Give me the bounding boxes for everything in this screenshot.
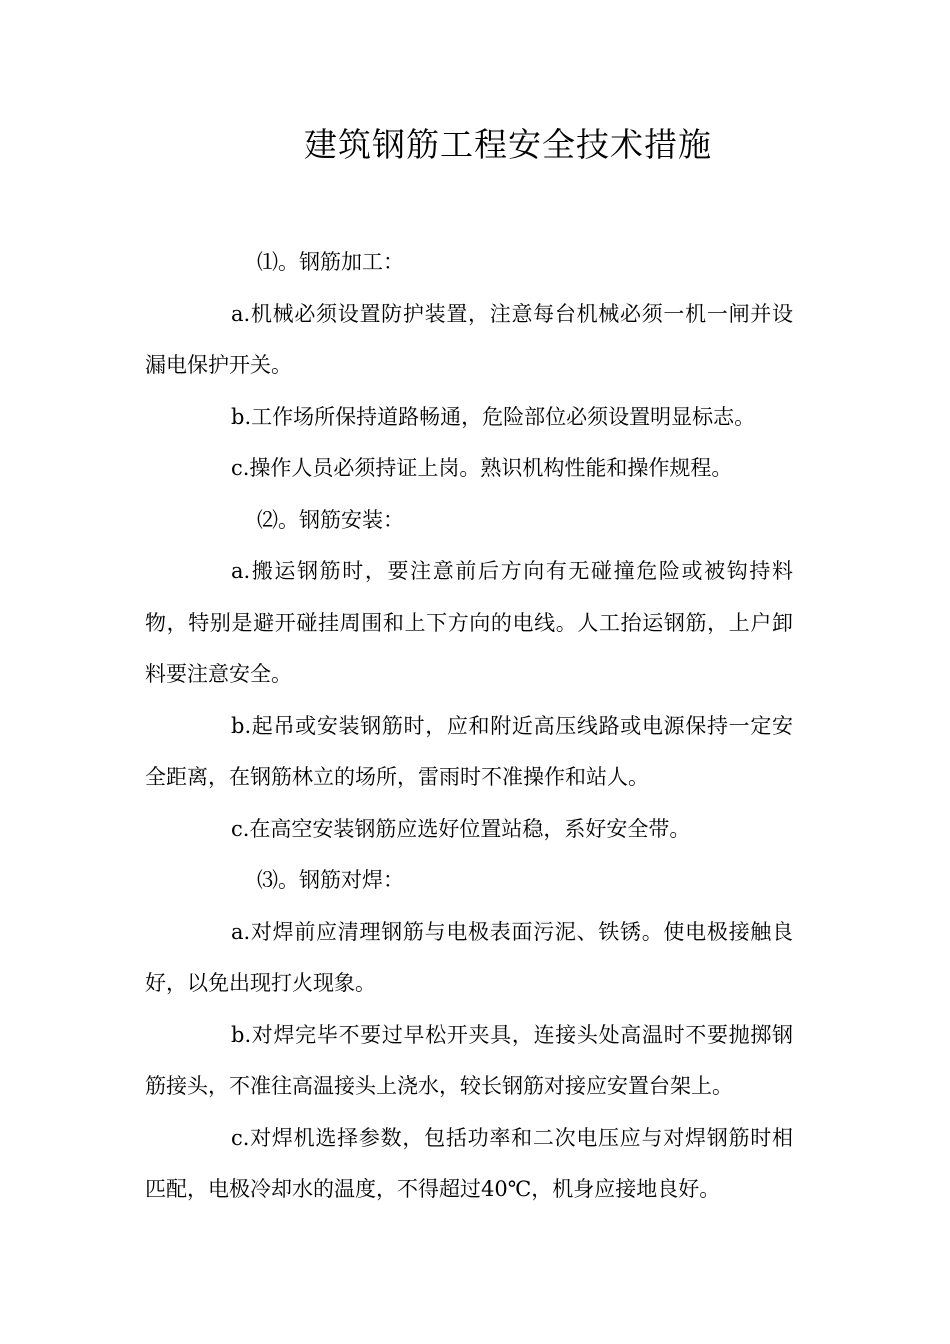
document-body [145,237,793,1216]
document-title: 建筑钢筋工程安全技术措施 [304,125,712,164]
section-heading-2: ⑵。钢筋安装： [257,507,404,532]
paragraph-1a: a.机械必须设置防护装置，注意每台机械必须一机一闸并设漏电保护开关。 [145,301,793,377]
paragraph-2a: a.搬运钢筋时，要注意前后方向有无碰撞危险或被钩持料物，特别是避开碰挂周围和上下方向的电线。人工抬运钢筋，上户卸料要注意安全。 [145,559,793,686]
section-heading-1: ⑴。钢筋加工： [257,250,404,274]
paragraph-3c: c.对焊机选择参数，包括功率和二次电压应与对焊钢筋时相匹配，电极冷却水的温度，不得超过40℃，机身应接地良好。 [145,1125,793,1201]
paragraph-2c: c.在高空安装钢筋应选好位置站稳，系好安全带。 [231,816,691,841]
paragraph-3b: b.对焊完毕不要过早松开夹具，连接头处高温时不要抛掷钢筋接头，不准往高温接头上浇水，较长钢筋对接应安置台架上。 [145,1022,793,1098]
paragraph-2b: b.起吊或安装钢筋时，应和附近高压线路或电源保持一定安全距离，在钢筋林立的场所，雷雨时不准操作和站人。 [145,713,793,789]
paragraph-1c: c.操作人员必须持证上岗。熟识机构性能和操作规程。 [231,456,733,480]
paragraph-1b: b.工作场所保持道路畅通，危险部位必须设置明显标志。 [231,404,756,429]
paragraph-3a: a.对焊前应清理钢筋与电极表面污泥、铁锈。使电极接触良好，以免出现打火现象。 [145,919,793,995]
section-heading-3: ⑶。钢筋对焊： [257,868,404,892]
